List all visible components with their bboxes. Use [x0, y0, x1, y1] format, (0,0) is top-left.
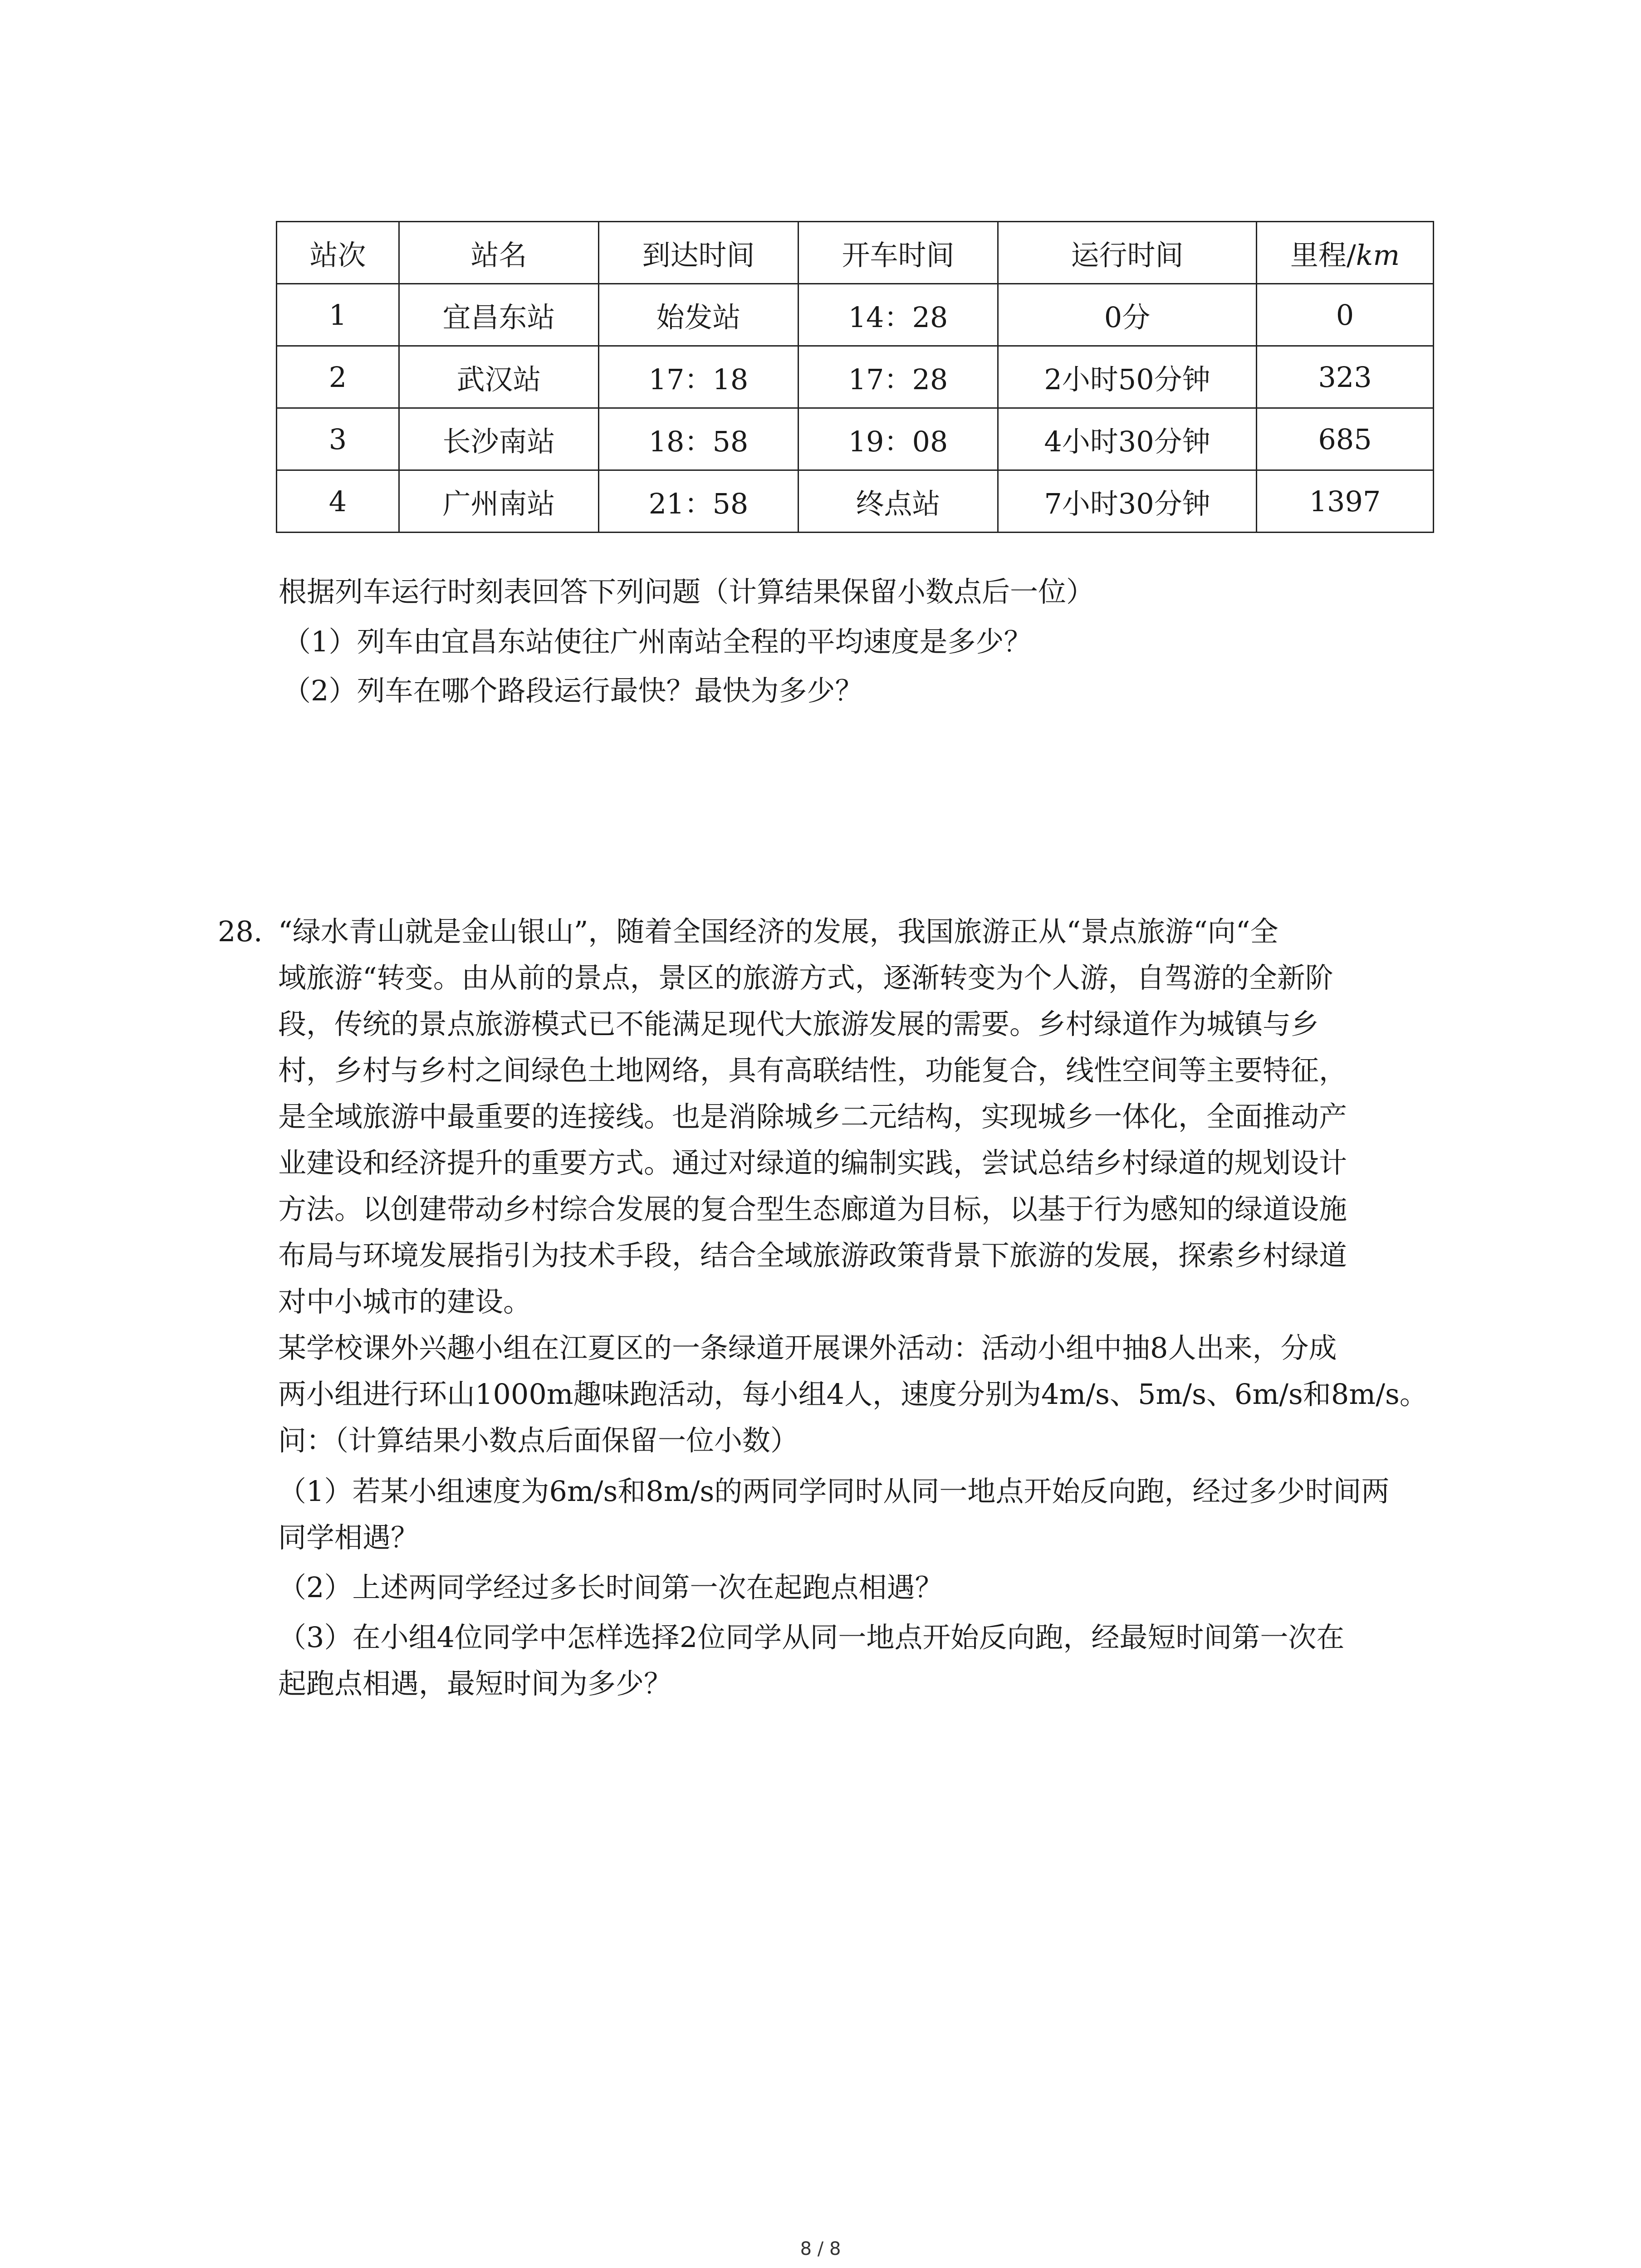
cell-mileage: 1397	[1257, 470, 1434, 533]
cell-running-time: 0分	[998, 284, 1257, 346]
q28-subquestion-2: （2）上述两同学经过多长时间第一次在起跑点相遇？	[278, 1571, 943, 1604]
q28-subquestion-1-cont: 同学相遇？	[278, 1521, 419, 1554]
cell-departure: 终点站	[798, 470, 998, 533]
header-mileage-label: 里程/	[1290, 238, 1356, 272]
page-number: 8 / 8	[800, 2239, 841, 2259]
cell-running-time: 7小时30分钟	[998, 470, 1257, 533]
cell-departure: 17：28	[798, 346, 998, 408]
cell-arrival: 始发站	[599, 284, 798, 346]
q28-line: 业建设和经济提升的重要方式。通过对绿道的编制实践，尝试总结乡村绿道的规划设计	[278, 1146, 1347, 1179]
table-row	[277, 408, 1434, 470]
header-station: 站名	[399, 222, 599, 284]
cell-station: 广州南站	[399, 470, 599, 533]
q28-line: 布局与环境发展指引为技术手段，结合全域旅游政策背景下旅游的发展，探索乡村绿道	[278, 1239, 1347, 1272]
q28-line: 村，乡村与乡村之间绿色土地网络，具有高联结性，功能复合，线性空间等主要特征，	[278, 1054, 1347, 1087]
table-row	[277, 346, 1434, 408]
cell-station: 长沙南站	[399, 408, 599, 470]
cell-arrival: 18：58	[599, 408, 798, 470]
q28-line: 方法。以创建带动乡村综合发展的复合型生态廊道为目标，以基于行为感知的绿道设施	[278, 1193, 1347, 1226]
cell-station: 宜昌东站	[399, 284, 599, 346]
cell-stop-no: 4	[277, 470, 399, 533]
header-departure: 开车时间	[798, 222, 998, 284]
header-running-time: 运行时间	[998, 222, 1257, 284]
q28-line: 某学校课外兴趣小组在江夏区的一条绿道开展课外活动：活动小组中抽8人出来，分成	[278, 1331, 1337, 1364]
header-arrival: 到达时间	[599, 222, 798, 284]
cell-stop-no: 3	[277, 408, 399, 470]
q27-part-1: （1）列车由宜昌东站使往广州南站全程的平均速度是多少？	[283, 625, 1032, 658]
header-mileage-unit: km	[1356, 238, 1400, 272]
cell-stop-no: 2	[277, 346, 399, 408]
q27-intro: 根据列车运行时刻表回答下列问题（计算结果保留小数点后一位）	[279, 575, 1095, 608]
q28-subquestion-1: （1）若某小组速度为6m/s和8m/s的两同学同时从同一地点开始反向跑，经过多少时间两	[278, 1475, 1390, 1508]
q28-line: “绿水青山就是金山银山”，随着全国经济的发展，我国旅游正从“景点旅游“向“全	[278, 915, 1279, 948]
cell-departure: 19：08	[798, 408, 998, 470]
header-mileage	[1257, 222, 1434, 284]
q28-line: 对中小城市的建设。	[278, 1285, 532, 1318]
header-stop-no: 站次	[277, 222, 399, 284]
cell-mileage: 685	[1257, 408, 1434, 470]
table-row	[277, 470, 1434, 533]
q28-line: 两小组进行环山1000m趣味跑活动，每小组4人，速度分别为4m/s、5m/s、6m/s和8m/s。	[278, 1378, 1428, 1411]
train-timetable	[276, 221, 1434, 533]
q27-part-2: （2）列车在哪个路段运行最快？最快为多少？	[283, 674, 863, 707]
cell-arrival: 21：58	[599, 470, 798, 533]
cell-running-time: 2小时50分钟	[998, 346, 1257, 408]
cell-running-time: 4小时30分钟	[998, 408, 1257, 470]
cell-arrival: 17：18	[599, 346, 798, 408]
q28-line: 是全域旅游中最重要的连接线。也是消除城乡二元结构，实现城乡一体化，全面推动产	[278, 1100, 1347, 1133]
q28-subquestion-3: （3）在小组4位同学中怎样选择2位同学从同一地点开始反向跑，经最短时间第一次在	[278, 1621, 1345, 1654]
cell-stop-no: 1	[277, 284, 399, 346]
q28-line: 域旅游“转变。由从前的景点，景区的旅游方式，逐渐转变为个人游，自驾游的全新阶	[278, 961, 1333, 994]
table-header-row	[277, 222, 1434, 284]
cell-mileage: 323	[1257, 346, 1434, 408]
q28-subquestion-3-cont: 起跑点相遇，最短时间为多少？	[278, 1667, 672, 1700]
q28-line: 段，传统的景点旅游模式已不能满足现代大旅游发展的需要。乡村绿道作为城镇与乡	[278, 1007, 1319, 1041]
question-number: 28.	[218, 915, 263, 948]
cell-station: 武汉站	[399, 346, 599, 408]
cell-departure: 14：28	[798, 284, 998, 346]
cell-mileage: 0	[1257, 284, 1434, 346]
q28-line: 问：（计算结果小数点后面保留一位小数）	[278, 1424, 799, 1457]
table-row	[277, 284, 1434, 346]
